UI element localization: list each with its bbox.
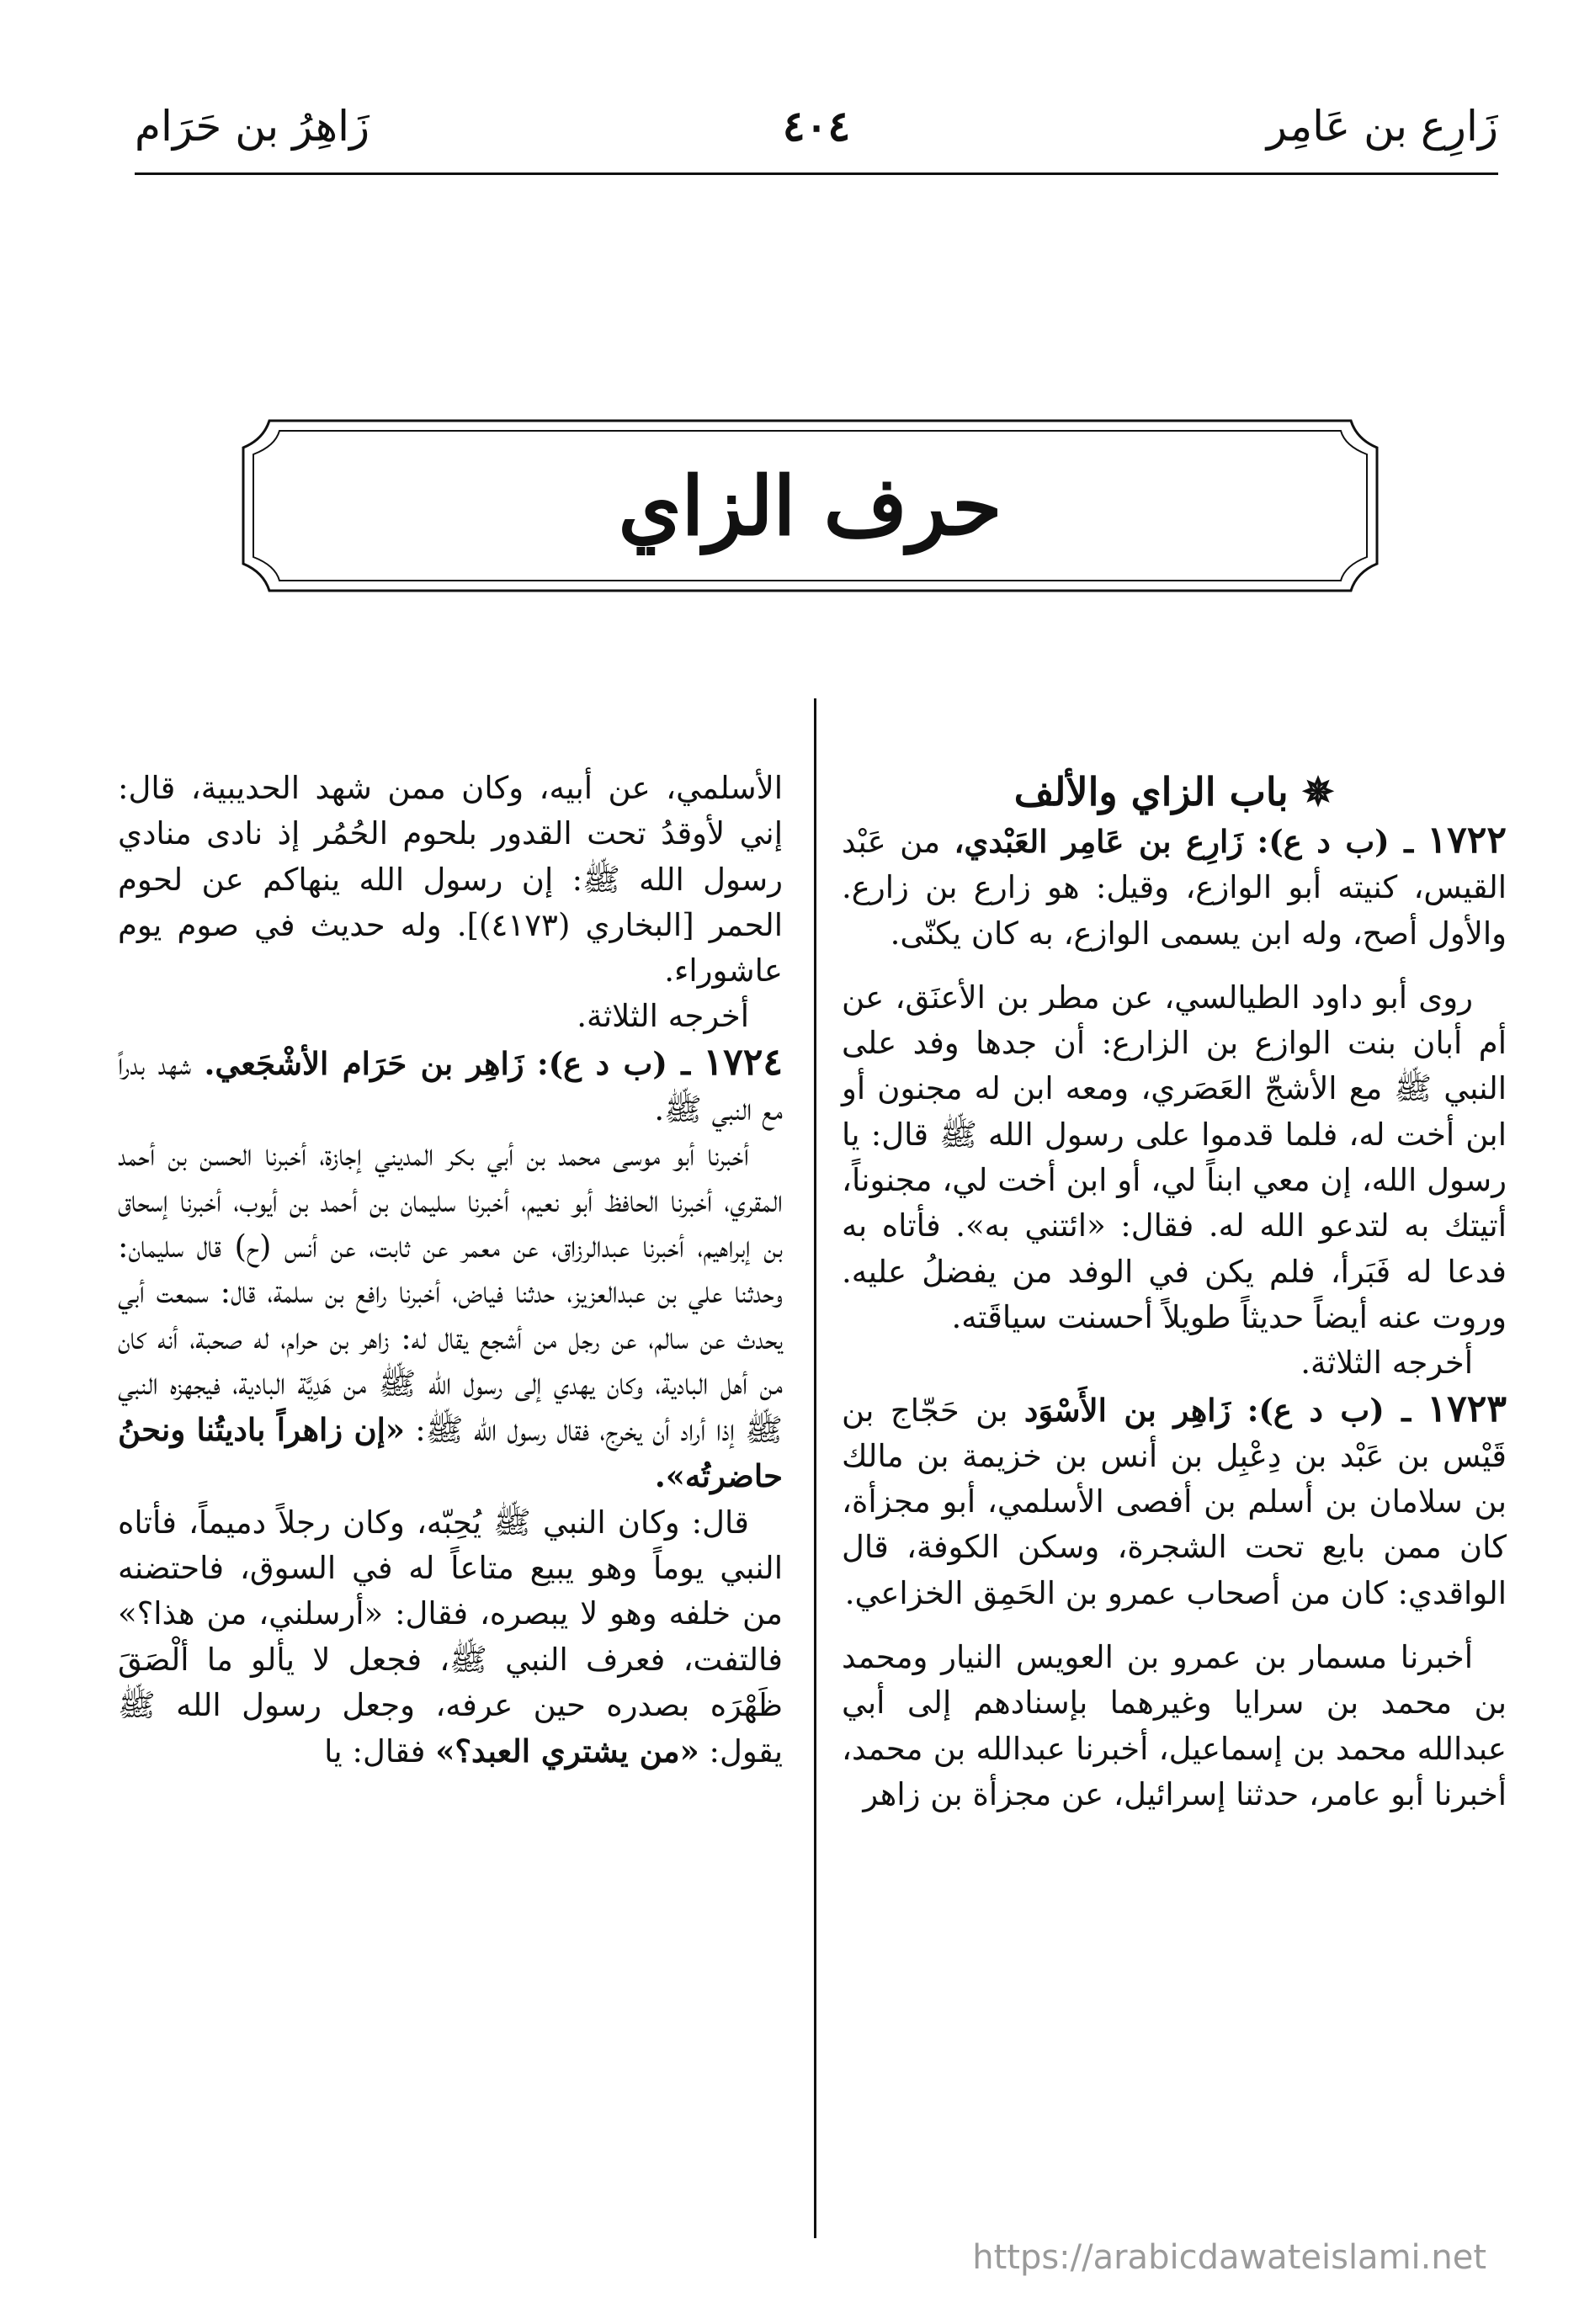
paragraph-text: أخبرنا أبو موسى محمد بن أبي بكر المديني إجازة، أخبرنا الحسن بن أحمد المقري، أخبرنا الحافظ أبو نعيم، أخبرنا سليمان بن أحمد بن أيوب، أخبرنا إسحاق بن إبراهيم، أخبرنا عبدالرزاق، عن معمر عن ثابت، عن أنس (ح) قال سليمان: وحدثنا علي بن عبدالعزيز، حدثنا فياض، أخبرنا رافع بن سلمة، قال: سمعت أبي يحدث عن سالم، عن رجل من أشجع يقال له: زاهر بن حرام، له صحبة، أنه كان من أهل البادية، وكان يهدي إلى رسول الله ﷺ من هَدِيَّة البادية، فيجهزه النبي ﷺ إذا أراد أن يخرج، فقال رسول الله ﷺ:	[118, 1137, 783, 1449]
entry-number: ١٧٢٣	[1427, 1387, 1507, 1430]
left-column	[118, 766, 783, 1775]
entry-1723	[842, 1387, 1507, 1616]
hadith-quote: «من يشتري العبد؟»	[435, 1732, 699, 1770]
entry-code: ـ (ب د ع):	[1247, 1391, 1412, 1429]
header-right-name: زَارِع بن عَامِر	[1266, 102, 1498, 151]
star-icon: ✵	[1301, 769, 1335, 814]
entry-1722	[842, 818, 1507, 957]
section-title	[842, 766, 1507, 818]
paragraph-text: قال: وكان النبي ﷺ يُحِبّه، وكان رجلاً دميماً، فأتاه النبي يوماً وهو يبيع متاعاً له في السوق، فاحتضنه من خلفه وهو لا يبصره، فقال: «أرسلني، من هذا؟» فالتفت، فعرف النبي ﷺ، فجعل لا يألو ما ألْصَقَ ظَهْرَه بصدره حين عرفه، وجعل رسول الله ﷺ يقول:	[118, 1504, 783, 1770]
paragraph	[118, 1500, 783, 1775]
entry-name: زَاهِر بن الأَسْوَد	[1023, 1391, 1231, 1429]
page-number: ٤٠٤	[782, 101, 851, 151]
entry-name: زَاهِر بن حَرَام الأشْجَعي.	[204, 1044, 524, 1082]
entry-body: من عَبْد القيس، كنيته أبو الوازع، وقيل: هو زارع بن زارع. والأول أصح، وله ابن يسمى الوازع، به كان يكنّى.	[842, 824, 1507, 952]
chapter-title: حرف الزاي	[618, 458, 1002, 554]
entry-1724	[118, 1040, 783, 1133]
kharraja-note: أخرجه الثلاثة.	[1300, 1345, 1473, 1382]
entry-number: ١٧٢٢	[1427, 819, 1507, 862]
entry-name: زَارِع بن عَامِر العَبْدي،	[954, 823, 1244, 860]
paragraph: الأسلمي، عن أبيه، وكان ممن شهد الحديبية، قال: إني لأوقدُ تحت القدور بلحوم الحُمُر إذ نادى منادي رسول الله ﷺ: إن رسول الله ينهاكم عن لحوم الحمر [البخاري (٤١٧٣)]. وله حديث في صوم يوم عاشوراء.	[118, 770, 783, 990]
kharraja-note: أخرجه الثلاثة.	[577, 998, 749, 1035]
paragraph: أخبرنا مسمار بن عمرو بن العويس النيار ومحمد بن محمد بن سرايا وغيرهما بإسنادهم إلى أبي عبدالله محمد بن إسماعيل، أخبرنا عبدالله بن محمد، أخبرنا أبو عامر، حدثنا إسرائيل، عن مجزأة بن زاهر	[842, 1639, 1507, 1812]
section-title-text: باب الزاي والألف	[1013, 769, 1289, 814]
chapter-title-frame	[236, 414, 1385, 597]
paragraph: روى أبو داود الطيالسي، عن مطر بن الأعنَق، عن أم أبان بنت الوازع بن الزارع: أن جدها وفد على النبي ﷺ مع الأشجّ العَصَري، ومعه ابن له مجنون أو ابن أخت له، فلما قدموا على رسول الله ﷺ قال: يا رسول الله، إن معي ابناً لي، أو ابن أخت لي، مجنوناً، أتيتك به لتدعو الله له. فقال: «ائتني به». فأتاه به فدعا له فَبَرأ، فلم يكن في الوفد من يفضلُ عليه. وروت عنه أيضاً حديثاً طويلاً أحسنت سياقَته.	[842, 979, 1507, 1335]
header-left-name: زَاهِرُ بن حَرَام	[135, 102, 370, 151]
entry-code: ـ (ب د ع):	[1257, 823, 1414, 860]
hadith-quote: «إن زاهراً باديتُنا ونحنُ حاضرتُه».	[118, 1411, 783, 1495]
paragraph	[118, 1133, 783, 1499]
right-column	[842, 766, 1507, 1817]
entry-code: ـ (ب د ع):	[536, 1044, 691, 1082]
header-rule	[135, 172, 1498, 175]
running-header	[135, 101, 1498, 160]
entry-body: شهد بدراً مع النبي ﷺ.	[118, 1045, 783, 1128]
paragraph-tail: فقال: يا	[324, 1733, 426, 1770]
column-divider	[814, 698, 816, 2238]
watermark-url: https://arabicdawateislami.net	[972, 2238, 1486, 2277]
entry-body: بن حَجّاج بن قَيْس بن عَبْد بن دِعْبِل بن أنس بن خزيمة بن مالك بن سلامان بن أسلم بن أفصى الأسلمي، أبو مجزأة، كان ممن بايع تحت الشجرة، وسكن الكوفة، قال الواقدي: كان من أصحاب عمرو بن الحَمِق الخزاعي.	[842, 1392, 1507, 1611]
entry-number: ١٧٢٤	[703, 1040, 783, 1084]
